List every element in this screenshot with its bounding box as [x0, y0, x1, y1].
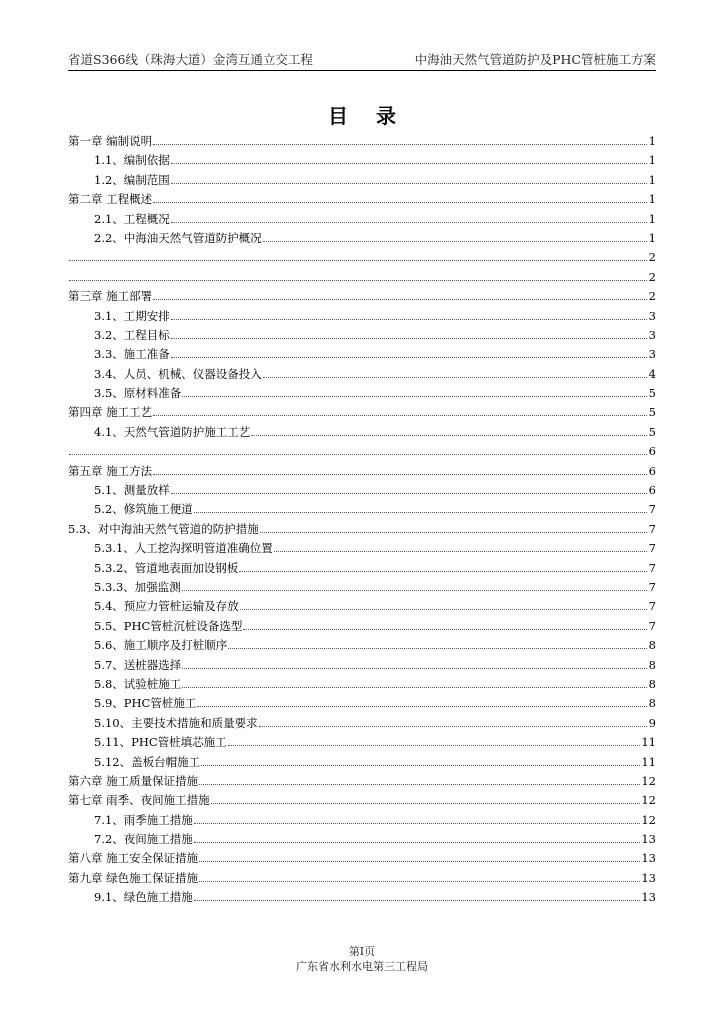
toc-entry-text: 第九章 绿色施工保证措施: [68, 870, 199, 885]
toc-entry-page: 7: [648, 599, 656, 614]
toc-dot-leader: [171, 356, 647, 358]
toc-entry-text: 7.1、雨季施工措施: [94, 812, 193, 827]
toc-entry-text: 9.1、绿色施工措施: [94, 890, 193, 905]
toc-dot-leader: [211, 802, 641, 804]
toc-entry-text: 第六章 施工质量保证措施: [68, 773, 199, 788]
toc-entry-text: 3.3、施工准备: [94, 347, 170, 362]
toc-entry-page: 11: [641, 735, 656, 750]
toc-entry-text: 第二章 工程概述: [68, 192, 153, 207]
header-project-title: 省道S366线（珠海大道）金湾互通立交工程: [68, 52, 313, 67]
toc-title: 目录: [328, 104, 424, 128]
toc-entry[interactable]: [68, 791, 656, 810]
toc-entry-page: 2: [648, 289, 656, 304]
toc-entry-page: 7: [648, 579, 656, 594]
toc-entry[interactable]: [68, 287, 656, 306]
toc-dot-leader: [153, 473, 647, 475]
toc-entry-text: 2.1、工程概况: [94, 211, 170, 226]
toc-entry-text: 5.8、试验桩施工: [94, 676, 182, 691]
toc-entry-page: 1: [648, 211, 656, 226]
toc-dot-leader: [201, 764, 640, 766]
toc-dot-leader: [182, 395, 647, 397]
toc-entry[interactable]: [68, 849, 656, 868]
toc-dot-leader: [259, 725, 647, 727]
toc-dot-leader: [263, 376, 647, 378]
toc-entry-page: 7: [648, 502, 656, 517]
toc-entry-text: 2.2、中海油天然气管道防护概况: [94, 230, 262, 245]
toc-entry-page: 8: [648, 638, 656, 653]
toc-dot-leader: [69, 259, 647, 261]
toc-entry[interactable]: [68, 733, 656, 752]
toc-entry[interactable]: [68, 462, 656, 481]
toc-entry-page: 12: [641, 812, 656, 827]
toc-entry[interactable]: [68, 500, 656, 519]
toc-entry-page: 3: [648, 327, 656, 342]
toc-entry[interactable]: [68, 675, 656, 694]
toc-dot-leader: [194, 822, 641, 824]
toc-entry-page: 1: [648, 134, 656, 148]
toc-entry-page: 9: [648, 715, 656, 730]
toc-entry-text: 3.4、人员、机械、仪器设备投入: [94, 366, 262, 381]
footer-organization: 广东省水利水电第三工程局: [296, 960, 428, 973]
toc-entry-page: 7: [648, 560, 656, 575]
toc-entry-page: 6: [648, 444, 656, 459]
toc-entry[interactable]: [68, 578, 656, 597]
toc-entry[interactable]: [68, 171, 656, 190]
toc-entry-text: 5.2、修筑施工便道: [94, 502, 193, 517]
toc-dot-leader: [171, 182, 647, 184]
toc-entry-page: 4: [648, 366, 656, 381]
toc-dot-leader: [171, 337, 647, 339]
toc-dot-leader: [199, 860, 640, 862]
toc-entry-text: 第五章 施工方法: [68, 463, 153, 478]
toc-entry[interactable]: [68, 268, 656, 287]
toc-dot-leader: [228, 647, 647, 649]
toc-dot-leader: [263, 240, 647, 242]
toc-dot-leader: [240, 608, 647, 610]
toc-dot-leader: [153, 143, 647, 145]
toc-entry-text: 3.1、工期安排: [94, 308, 170, 323]
toc-entry-page: 11: [641, 754, 656, 769]
toc-entry-text: 第三章 施工部署: [68, 289, 153, 304]
toc-entry[interactable]: [68, 656, 656, 675]
toc-dot-leader: [251, 434, 647, 436]
toc-entry[interactable]: [68, 714, 656, 733]
toc-entry-page: 2: [648, 269, 656, 284]
toc-entry[interactable]: [68, 442, 656, 461]
toc-dot-leader: [171, 162, 647, 164]
toc-entry-page: 5: [648, 405, 656, 420]
toc-entry[interactable]: [68, 811, 656, 830]
toc-entry-page: 12: [641, 793, 656, 808]
toc-entry-text: 5.3、对中海油天然气管道的防护措施: [68, 521, 259, 536]
toc-entry-page: 6: [648, 463, 656, 478]
toc-entry[interactable]: [68, 753, 656, 772]
toc-entry-page: 8: [648, 676, 656, 691]
toc-entry-page: 1: [648, 153, 656, 168]
toc-dot-leader: [182, 686, 647, 688]
toc-dot-leader: [194, 899, 641, 901]
toc-entry-text: 5.9、PHC管桩施工: [94, 696, 197, 711]
toc-dot-leader: [153, 298, 647, 300]
toc-dot-leader: [153, 414, 647, 416]
toc-dot-leader: [194, 511, 647, 513]
toc-entry[interactable]: [68, 888, 656, 907]
toc-entry-page: 8: [648, 657, 656, 672]
toc-entry[interactable]: [68, 636, 656, 655]
toc-entry-page: 13: [641, 851, 656, 866]
toc-entry-page: 6: [648, 483, 656, 498]
toc-entry[interactable]: [68, 384, 656, 403]
toc-entry-text: 第七章 雨季、夜间施工措施: [68, 793, 210, 808]
toc-entry[interactable]: [68, 132, 656, 151]
toc-entry-text: 5.3.2、管道地表面加设钢板: [94, 560, 239, 575]
toc-entry-page: 7: [648, 521, 656, 536]
toc-entry[interactable]: [68, 326, 656, 345]
toc-entry-text: 5.3.3、加强监测: [94, 579, 181, 594]
toc-entry[interactable]: [68, 520, 656, 539]
toc-entry-page: 3: [648, 347, 656, 362]
toc-entry-text: 5.6、施工顺序及打桩顺序: [94, 638, 228, 653]
toc-dot-leader: [199, 783, 640, 785]
toc-entry-page: 1: [648, 230, 656, 245]
toc-entry[interactable]: [68, 210, 656, 229]
toc-entry-text: 1.2、编制范围: [94, 172, 170, 187]
toc-entry[interactable]: [68, 694, 656, 713]
toc-dot-leader: [69, 453, 647, 455]
footer-page-number: 第I页: [348, 945, 376, 958]
toc-entry-text: 5.1、测量放样: [94, 483, 170, 498]
toc-entry-page: 13: [641, 832, 656, 847]
toc-entry-text: 4.1、天然气管道防护施工工艺: [94, 424, 251, 439]
toc-dot-leader: [197, 705, 647, 707]
toc-entry-page: 1: [648, 172, 656, 187]
toc-entry[interactable]: [68, 597, 656, 616]
toc-entry-text: 5.4、预应力管桩运输及存放: [94, 599, 239, 614]
toc-entry-page: 7: [648, 541, 656, 556]
toc-dot-leader: [171, 221, 647, 223]
header-document-title: 中海油天然气管道防护及PHC管桩施工方案: [414, 52, 656, 67]
toc-dot-leader: [199, 880, 640, 882]
toc-dot-leader: [182, 589, 647, 591]
page-footer: [0, 944, 724, 974]
toc-entry[interactable]: [68, 151, 656, 170]
toc-entry[interactable]: [68, 559, 656, 578]
toc-entry[interactable]: [68, 190, 656, 209]
toc-entry-page: 13: [641, 890, 656, 905]
toc-entry[interactable]: [68, 365, 656, 384]
toc-entry-page: 8: [648, 696, 656, 711]
toc-entry-text: 7.2、夜间施工措施: [94, 832, 193, 847]
toc-entry-page: 3: [648, 308, 656, 323]
toc-entry-text: 3.2、工程目标: [94, 327, 170, 342]
toc-entry-page: 7: [648, 618, 656, 633]
toc-entry[interactable]: [68, 229, 656, 248]
toc-entry[interactable]: [68, 830, 656, 849]
toc-entry[interactable]: [68, 539, 656, 558]
toc-dot-leader: [153, 201, 647, 203]
toc-dot-leader: [260, 531, 647, 533]
toc-entry-text: 5.7、送桩器选择: [94, 657, 182, 672]
toc-entry[interactable]: [68, 248, 656, 267]
toc-dot-leader: [228, 744, 641, 746]
toc-dot-leader: [194, 841, 641, 843]
toc-entry[interactable]: [68, 617, 656, 636]
toc-entry[interactable]: [68, 307, 656, 326]
toc-entry-page: 5: [648, 424, 656, 439]
toc-dot-leader: [182, 667, 647, 669]
toc-entry-text: 5.11、PHC管桩填芯施工: [94, 735, 227, 750]
toc-dot-leader: [239, 570, 647, 572]
toc-entry-text: 第四章 施工工艺: [68, 405, 153, 420]
toc-entry[interactable]: [68, 345, 656, 364]
toc-entry[interactable]: [68, 423, 656, 442]
toc-entry[interactable]: [68, 869, 656, 888]
toc-entry-text: 1.1、编制依据: [94, 153, 170, 168]
toc-entry-text: 5.3.1、人工挖沟探明管道准确位置: [94, 541, 273, 556]
toc-dot-leader: [274, 550, 647, 552]
toc-dot-leader: [69, 279, 647, 281]
toc-entry-page: 5: [648, 386, 656, 401]
toc-dot-leader: [243, 628, 647, 630]
toc-entry-text: 5.5、PHC管桩沉桩设备选型: [94, 618, 243, 633]
toc-entry[interactable]: [68, 481, 656, 500]
toc-entry-page: 13: [641, 870, 656, 885]
header-rule: [68, 70, 656, 71]
toc-entry-page: 12: [641, 773, 656, 788]
toc-dot-leader: [171, 318, 647, 320]
toc-entry-page: 1: [648, 192, 656, 207]
toc-entry-text: 5.10、主要技术措施和质量要求: [94, 715, 258, 730]
toc-entry-text: 第八章 施工安全保证措施: [68, 851, 199, 866]
toc-entry-text: 5.12、盖板台帽施工: [94, 754, 201, 769]
toc-entry-text: 3.5、原材料准备: [94, 386, 182, 401]
page-header: [68, 50, 656, 70]
toc-entry-page: 2: [648, 250, 656, 265]
toc-entry-text: 第一章 编制说明: [68, 134, 153, 148]
table-of-contents: [68, 132, 656, 908]
toc-dot-leader: [171, 492, 647, 494]
toc-entry[interactable]: [68, 772, 656, 791]
toc-entry[interactable]: [68, 403, 656, 422]
